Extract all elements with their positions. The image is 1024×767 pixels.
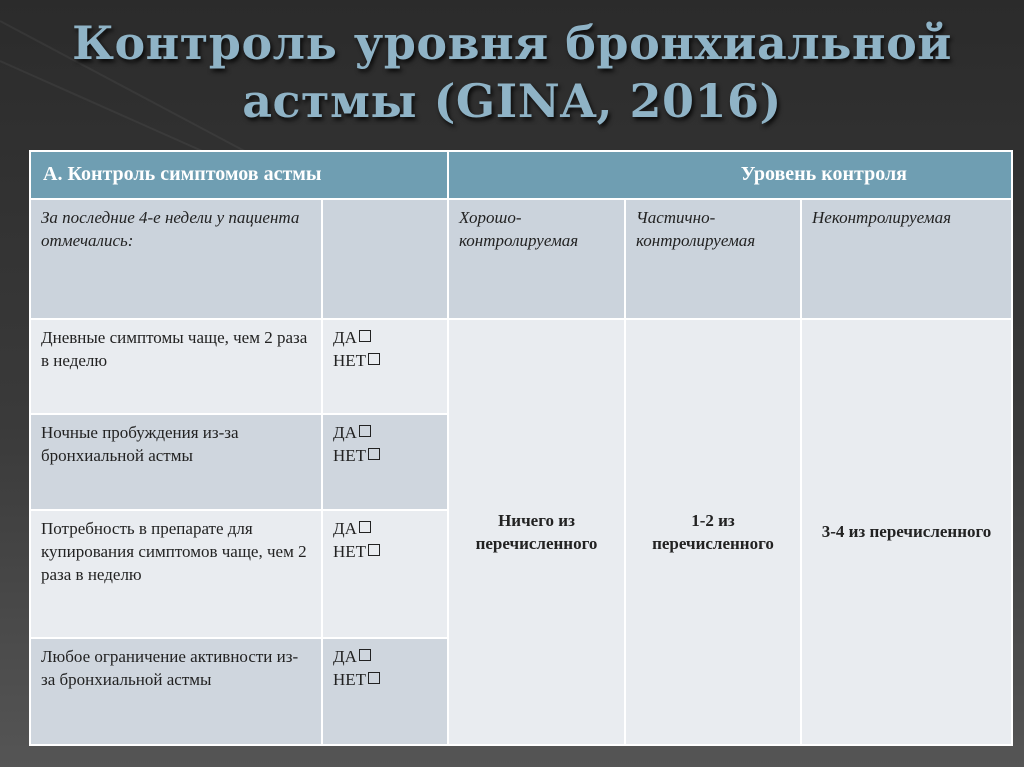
intro-cell: За последние 4-е недели у пациента отмечались: (30, 199, 322, 319)
level-well-controlled: Хорошо-контролируемая (448, 199, 625, 319)
question-reliever-need: Потребность в препарате для купирования симптомов чаще, чем 2 раза в неделю (30, 510, 322, 638)
criteria-uncontrolled: 3-4 из перечисленного (801, 319, 1012, 745)
yes-checkbox[interactable] (359, 330, 371, 342)
yes-label: ДА (333, 327, 357, 347)
yes-label: ДА (333, 647, 357, 667)
no-label: НЕТ (333, 670, 367, 690)
no-label: НЕТ (333, 541, 367, 561)
empty-cell (322, 199, 448, 319)
yes-no-cell (322, 319, 448, 415)
yes-no-cell (322, 414, 448, 510)
level-partly-controlled: Частично-контролируемая (625, 199, 801, 319)
no-checkbox[interactable] (368, 544, 380, 556)
question-daytime-symptoms: Дневные симптомы чаще, чем 2 раза в неделю (30, 319, 322, 415)
yes-label: ДА (333, 423, 357, 443)
no-checkbox[interactable] (368, 353, 380, 365)
criteria-well-controlled: Ничего из перечисленного (448, 319, 625, 745)
yes-checkbox[interactable] (359, 521, 371, 533)
level-uncontrolled: Неконтролируемая (801, 199, 1012, 319)
slide-title: Контроль уровня бронхиальной астмы (GINA, 2016) (72, 16, 952, 128)
question-activity-limitation: Любое ограничение активности из-за бронхиальной астмы (30, 638, 322, 745)
asthma-control-table (29, 150, 1011, 746)
criteria-partly-controlled: 1-2 из перечисленного (625, 319, 801, 745)
yes-no-cell (322, 638, 448, 745)
yes-checkbox[interactable] (359, 425, 371, 437)
yes-checkbox[interactable] (359, 649, 371, 661)
header-control-level: Уровень контроля (448, 151, 1012, 199)
no-checkbox[interactable] (368, 448, 380, 460)
question-night-awakenings: Ночные пробуждения из-за бронхиальной астмы (30, 414, 322, 510)
no-label: НЕТ (333, 350, 367, 370)
yes-label: ДА (333, 518, 357, 538)
header-symptom-control: А. Контроль симптомов астмы (30, 151, 448, 199)
no-checkbox[interactable] (368, 672, 380, 684)
yes-no-cell (322, 510, 448, 638)
no-label: НЕТ (333, 446, 367, 466)
